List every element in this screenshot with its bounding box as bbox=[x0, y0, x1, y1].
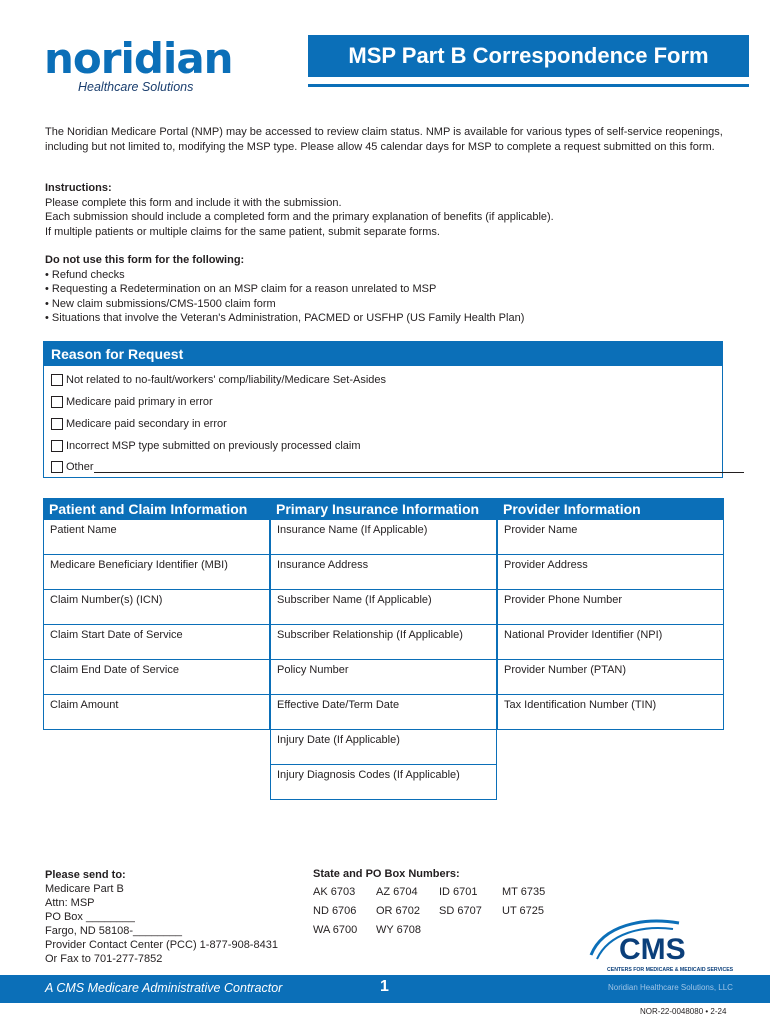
form-field[interactable]: Injury Diagnosis Codes (If Applicable) bbox=[270, 765, 497, 800]
instruction-line: Please complete this form and include it with the submission. bbox=[45, 196, 342, 209]
reason-option-label: Other bbox=[66, 461, 94, 473]
checkbox[interactable] bbox=[51, 396, 63, 408]
form-field[interactable]: Claim End Date of Service bbox=[43, 660, 270, 695]
state-po-entry: AZ 6704 bbox=[376, 886, 418, 898]
form-field[interactable]: Provider Address bbox=[497, 555, 724, 590]
form-field[interactable]: Claim Number(s) (ICN) bbox=[43, 590, 270, 625]
reason-option-label: Medicare paid primary in error bbox=[66, 396, 213, 408]
state-po-entry: AK 6703 bbox=[313, 886, 356, 898]
state-po-entry: OR 6702 bbox=[376, 905, 421, 917]
state-po-entry: ID 6701 bbox=[439, 886, 478, 898]
form-field[interactable]: Subscriber Relationship (If Applicable) bbox=[270, 625, 497, 660]
form-field[interactable]: Insurance Address bbox=[270, 555, 497, 590]
do-not-title: Do not use this form for the following: bbox=[45, 254, 245, 266]
logo-subtitle: Healthcare Solutions bbox=[78, 80, 194, 94]
checkbox[interactable] bbox=[51, 374, 63, 386]
form-field[interactable]: Provider Name bbox=[497, 520, 724, 555]
form-field[interactable]: Effective Date/Term Date bbox=[270, 695, 497, 730]
reason-title: Reason for Request bbox=[44, 342, 722, 366]
reason-option-other[interactable] bbox=[51, 459, 744, 475]
address-line: Attn: MSP bbox=[45, 897, 95, 909]
checkbox[interactable] bbox=[51, 418, 63, 430]
reason-option[interactable] bbox=[51, 394, 213, 410]
title-divider bbox=[308, 84, 749, 87]
mailing-address-block bbox=[45, 868, 278, 966]
reason-option-label: Not related to no-fault/workers' comp/liability/Medicare Set-Asides bbox=[66, 374, 387, 386]
do-not-item: • Requesting a Redetermination on an MSP claim for a reason unrelated to MSP bbox=[45, 282, 725, 297]
reason-option[interactable] bbox=[51, 416, 227, 432]
reason-option[interactable] bbox=[51, 438, 360, 454]
other-text-line[interactable] bbox=[94, 462, 744, 473]
send-to-title: Please send to: bbox=[45, 869, 126, 881]
state-po-title: State and PO Box Numbers: bbox=[313, 868, 460, 880]
form-field[interactable]: Provider Number (PTAN) bbox=[497, 660, 724, 695]
reason-option-label: Medicare paid secondary in error bbox=[66, 418, 227, 430]
footer-bar bbox=[0, 975, 770, 1003]
form-field[interactable]: Patient Name bbox=[43, 520, 270, 555]
state-po-entry: MT 6735 bbox=[502, 886, 546, 898]
do-not-item: • New claim submissions/CMS-1500 claim form bbox=[45, 297, 725, 312]
checkbox[interactable] bbox=[51, 440, 63, 452]
form-field[interactable]: Injury Date (If Applicable) bbox=[270, 730, 497, 765]
provider-header: Provider Information bbox=[497, 498, 724, 520]
address-line: Provider Contact Center (PCC) 1-877-908-8431 bbox=[45, 939, 278, 951]
patient-claim-header: Patient and Claim Information bbox=[43, 498, 270, 520]
instruction-line: If multiple patients or multiple claims for the same patient, submit separate forms. bbox=[45, 225, 440, 238]
form-field[interactable]: Claim Amount bbox=[43, 695, 270, 730]
do-not-item: • Situations that involve the Veteran's Administration, PACMED or USFHP (US Family Health Plan) bbox=[45, 311, 725, 326]
form-field[interactable]: Tax Identification Number (TIN) bbox=[497, 695, 724, 730]
cms-logo bbox=[583, 917, 743, 975]
instructions-block bbox=[45, 181, 725, 239]
state-po-entry: UT 6725 bbox=[502, 905, 544, 917]
page-number: 1 bbox=[380, 978, 389, 995]
address-line: Medicare Part B bbox=[45, 883, 124, 895]
address-line: PO Box ________ bbox=[45, 911, 135, 923]
cms-logo-text: CMS bbox=[619, 933, 686, 966]
do-not-use-block bbox=[45, 253, 725, 326]
company-name: Noridian Healthcare Solutions, LLC bbox=[608, 983, 733, 992]
checkbox[interactable] bbox=[51, 461, 63, 473]
reason-for-request-box bbox=[43, 341, 723, 478]
address-line: Or Fax to 701-277-7852 bbox=[45, 953, 163, 965]
intro-paragraph: The Noridian Medicare Portal (NMP) may be accessed to review claim status. NMP is available for various types of self-service reopenings, including but not limited to, modifying the MSP type. Please allow 45 calendar days for MSP to complete a request submitted on this form. bbox=[45, 126, 723, 153]
noridian-logo: noridian bbox=[44, 34, 233, 83]
mac-tagline: A CMS Medicare Administrative Contractor bbox=[45, 981, 283, 995]
instructions-title: Instructions: bbox=[45, 182, 112, 194]
provider-column bbox=[497, 498, 724, 730]
address-line: Fargo, ND 58108-________ bbox=[45, 925, 182, 937]
form-field[interactable]: Insurance Name (If Applicable) bbox=[270, 520, 497, 555]
form-field[interactable]: Provider Phone Number bbox=[497, 590, 724, 625]
primary-insurance-column bbox=[270, 498, 497, 800]
form-field[interactable]: National Provider Identifier (NPI) bbox=[497, 625, 724, 660]
form-title: MSP Part B Correspondence Form bbox=[308, 35, 749, 77]
document-number: NOR-22-0048080 • 2-24 bbox=[640, 1007, 727, 1016]
state-po-entry: WY 6708 bbox=[376, 924, 422, 936]
form-field[interactable]: Claim Start Date of Service bbox=[43, 625, 270, 660]
form-field[interactable]: Subscriber Name (If Applicable) bbox=[270, 590, 497, 625]
primary-insurance-header: Primary Insurance Information bbox=[270, 498, 497, 520]
form-field[interactable]: Policy Number bbox=[270, 660, 497, 695]
state-po-entry: SD 6707 bbox=[439, 905, 482, 917]
state-po-entry: ND 6706 bbox=[313, 905, 357, 917]
do-not-item: • Refund checks bbox=[45, 268, 725, 283]
patient-claim-column bbox=[43, 498, 270, 730]
state-po-grid bbox=[313, 886, 565, 943]
reason-option[interactable] bbox=[51, 372, 386, 388]
reason-option-label: Incorrect MSP type submitted on previously processed claim bbox=[66, 440, 361, 452]
instruction-line: Each submission should include a completed form and the primary explanation of benefits (if applicable). bbox=[45, 211, 554, 223]
form-field[interactable]: Medicare Beneficiary Identifier (MBI) bbox=[43, 555, 270, 590]
cms-logo-sub: CENTERS FOR MEDICARE & MEDICAID SERVICES bbox=[607, 967, 734, 973]
state-po-entry: WA 6700 bbox=[313, 924, 358, 936]
